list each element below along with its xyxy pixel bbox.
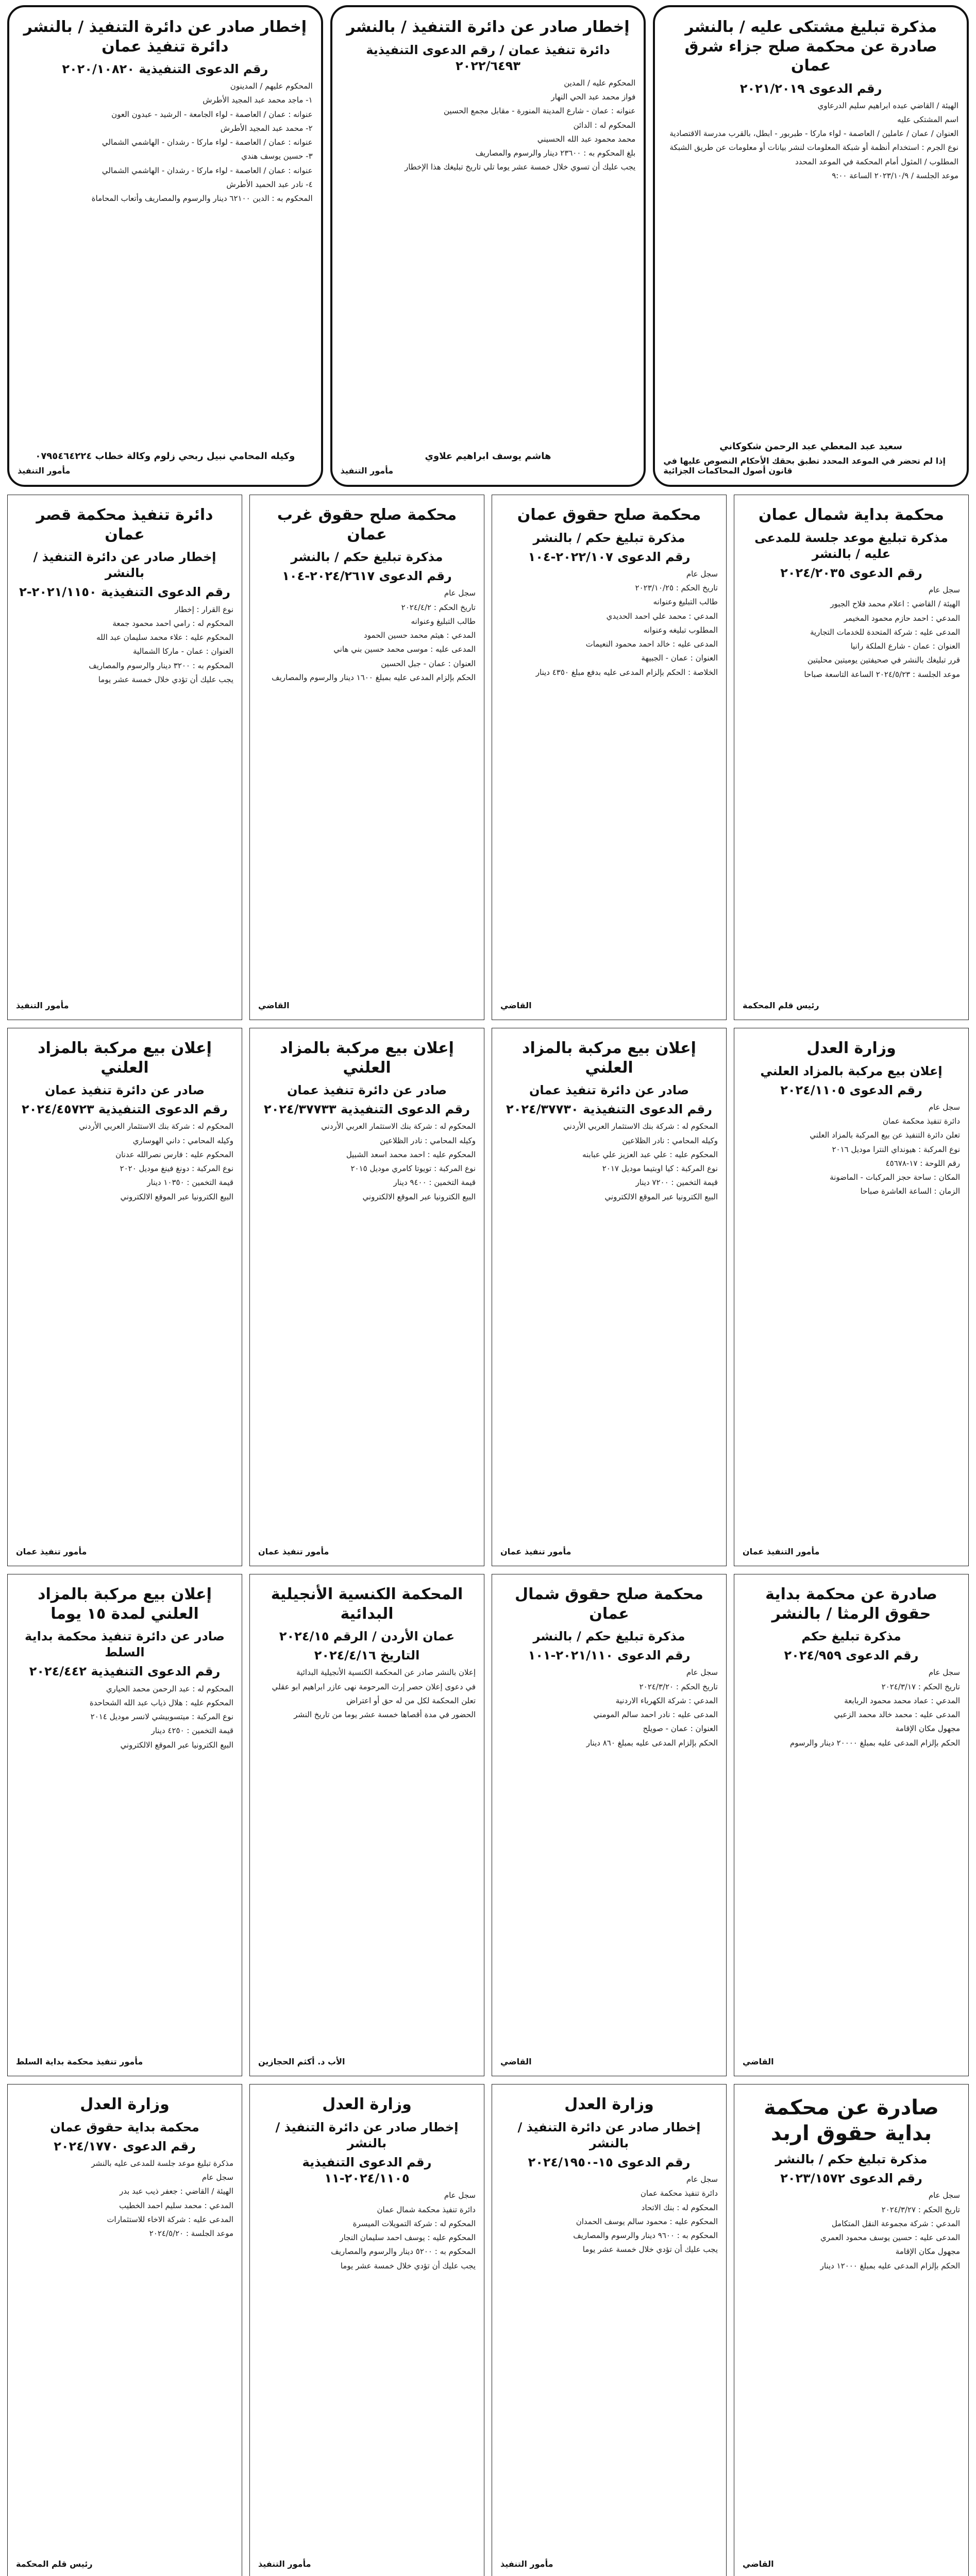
notices-row-5 xyxy=(7,2084,969,2576)
notice-line: فواز محمد عبد الحي النهار xyxy=(551,92,636,102)
notice-line: إعلان بالنشر صادر عن المحكمة الكنسية الأنجيلية البدائية xyxy=(296,1668,476,1677)
notice-title: محكمة صلح حقوق عمان xyxy=(517,506,701,524)
notice-subtitle: إخطار صادر عن دائرة التنفيذ / بالنشر xyxy=(275,2120,459,2150)
notice-line: موعد الجلسة : ٢٠٢٤/٥/٢٣ الساعة التاسعة صباحا xyxy=(804,669,960,679)
notice-line: يجب عليك أن تسوي خلال خمسة عشر يوما تلي تاريخ تبليغك هذا الإخطار xyxy=(404,162,636,172)
notice-line: المدعي : محمد سليم احمد الخطيب xyxy=(119,2200,233,2210)
notice-line: دائرة تنفيذ محكمة عمان xyxy=(640,2189,718,2198)
notice-footer: القاضي xyxy=(500,2057,532,2066)
notice-4-1 xyxy=(734,1574,969,2076)
notice-subtitle: صادر عن دائرة تنفيذ عمان xyxy=(44,1083,205,1097)
notice-case-number: رقم الدعوى ٢٠٢٣/١٥٧٢ xyxy=(780,2171,922,2186)
notice-line: الهيئة / القاضي : جعفر ذيب عبد بدر xyxy=(120,2187,233,2196)
notice-subtitle: إخطار صادر عن دائرة التنفيذ / بالنشر xyxy=(33,550,216,581)
notice-2-4 xyxy=(7,495,242,1020)
notice-case-number: رقم الدعوى ٢٠٢٤/٢٠٣٥ xyxy=(780,565,922,580)
notice-line: المحكوم له : شركة بنك الاستثمار العربي الأردني xyxy=(79,1122,233,1131)
notice-5-1 xyxy=(734,2084,969,2576)
notice-line: موعد الجلسة : ٢٠٢٤/٥/٢٠ xyxy=(149,2229,233,2239)
notice-line: نوع الجرم : استخدام أنظمة أو شبكة المعلومات لنشر بيانات أو معلومات عن طريق الشبكة xyxy=(669,143,958,152)
notice-line: المحكوم به : ٣٢٠٠ دينار والرسوم والمصاريف xyxy=(89,660,233,670)
notice-body xyxy=(16,2158,233,2555)
notice-title: مذكرة تبليغ مشتكى عليه / بالنشر صادرة عن محكمة صلح جزاء شرق عمان xyxy=(684,18,937,75)
notice-line: سجل عام xyxy=(928,1668,960,1677)
notice-line: المحكوم له : عبد الرحمن محمد الحياري xyxy=(106,1684,233,1693)
notice-line: قيمة التخمين : ٩٤٠٠ دينار xyxy=(393,1178,476,1188)
notice-line: الهيئة / القاضي : اعلام محمد فلاح الجبور xyxy=(830,599,960,609)
notice-body xyxy=(16,604,233,996)
notice-4-3 xyxy=(249,1574,484,2076)
notice-line: سجل عام xyxy=(201,2173,233,2182)
notice-line: قيمة التخمين : ١٠٣٥٠ دينار xyxy=(147,1178,233,1188)
notice-case-number: رقم الدعوى ٢٠٢١/١١٠-١٠١ xyxy=(528,1648,691,1663)
notice-4-4 xyxy=(7,1574,242,2076)
notice-line: عنوانه : عمان / العاصمة - لواء ماركا - رشدان - الهاشمي الشمالي xyxy=(102,138,313,147)
notice-line: المدعى عليه : موسى محمد حسين بني هاني xyxy=(333,645,476,654)
notice-subtitle: صادر عن دائرة تنفيذ عمان xyxy=(287,1083,447,1097)
notice-subtitle: إعلان بيع مركبة بالمزاد العلني xyxy=(760,1063,943,1078)
notice-line: ٢- محمد عبد المجيد الأطرش xyxy=(220,123,313,133)
notice-subtitle: محكمة بداية حقوق عمان xyxy=(50,2120,199,2134)
notice-line: المطلوب تبليغه وعنوانه xyxy=(643,625,718,635)
notice-5-4 xyxy=(7,2084,242,2576)
notice-line: العنوان / عمان / عاملين / العاصمة - لواء ماركا - طبربور - ابطل، بالقرب مدرسة الاقتصادية xyxy=(669,129,958,139)
notice-line: المدعى عليه : محمد خالد محمد الزعبي xyxy=(834,1710,960,1720)
notice-line: تاريخ الحكم : ٢٠٢٤/٣/٢٧ xyxy=(881,2205,960,2214)
notice-line: المحكوم له : رامي احمد محمود جمعة xyxy=(112,618,233,628)
notice-line: المدعى عليه : شركة الاخاء للاستثمارات xyxy=(107,2214,233,2224)
notice-line: الحكم بإلزام المدعى عليه بمبلغ ١٦٠٠ دينار والرسوم والمصاريف xyxy=(272,672,476,682)
notice-title: إعلان بيع مركبة بالمزاد العلني xyxy=(280,1039,454,1077)
notice-body xyxy=(258,1121,476,1543)
notice-body xyxy=(663,100,958,438)
notice-line: الهيئة / القاضي عبده ابراهيم سليم الدرعاوي xyxy=(817,100,958,110)
notice-body xyxy=(258,1667,476,2053)
notice-subtitle: مذكرة تبليغ حكم / بالنشر xyxy=(533,530,685,545)
notice-body xyxy=(500,2174,718,2555)
notice-line: وكيله المحامي : نادر الظلاعين xyxy=(622,1136,718,1145)
notice-line: الحكم بإلزام المدعى عليه بمبلغ ٨٦٠ دينار xyxy=(586,1738,718,1748)
notice-case-number: رقم الدعوى التنفيذية ٢٠٢٤/٣٧٧٣٣ xyxy=(264,1102,470,1117)
notice-line: سجل عام xyxy=(686,569,718,579)
notice-footer: مأمور التنفيذ عمان xyxy=(743,1547,820,1556)
notice-subtitle: إخطار صادر عن دائرة التنفيذ / بالنشر xyxy=(517,2120,701,2150)
notice-line: البيع الكترونيا عبر الموقع الالكتروني xyxy=(362,1192,476,1201)
notice-3-2 xyxy=(492,1028,727,1566)
notice-line: سجل عام xyxy=(686,2175,718,2184)
notice-line: موعد الجلسة / ٢٠٢٣/١٠/٩ الساعة ٩:٠٠ xyxy=(832,171,958,180)
notice-line: ٤- نادر عبد الحميد الأطرش xyxy=(226,179,313,189)
notice-line: يجب عليك أن تؤدي خلال خمسة عشر يوما xyxy=(582,2245,718,2255)
notice-body xyxy=(743,1667,960,2053)
notice-line: المدعى عليه : نادر احمد سالم المومني xyxy=(593,1710,718,1720)
notice-line: المدعى عليه : شركة المتحدة للخدمات التجارية xyxy=(810,627,960,637)
notice-line: مذكرة تبليغ موعد جلسة للمدعى عليه بالنشر xyxy=(91,2158,233,2168)
notice-line: تاريخ الحكم : ٢٠٢٤/٤/٢ xyxy=(401,602,476,612)
notice-line: المكان : ساحة حجز المركبات - الماضونة xyxy=(830,1173,960,1182)
notice-3-1 xyxy=(734,1028,969,1566)
notice-line: المدعي : عماد محمد محمود الربابعة xyxy=(844,1696,960,1705)
notice-1-1 xyxy=(653,5,969,487)
notice-line: تاريخ الحكم : ٢٠٢٣/١٠/٢٥ xyxy=(635,583,718,593)
notice-line: سجل عام xyxy=(928,1102,960,1112)
notice-subtitle: مذكرة تبليغ حكم xyxy=(801,1629,901,1643)
notice-line: عنوانه : عمان / العاصمة - لواء الجامعة - الرشيد - عبدون العون xyxy=(111,109,313,119)
notice-title: إعلان بيع مركبة بالمزاد العلني xyxy=(522,1039,696,1077)
notice-line: المحكوم عليه : احمد محمد اسعد الشبيل xyxy=(346,1149,476,1159)
notice-line: الحضور في مدة أقصاها خمسة عشر يوما من تاريخ النشر xyxy=(294,1710,476,1720)
notice-signature: هاشم يوسف ابراهيم علاوي xyxy=(425,451,551,462)
notice-line: العنوان : عمان - الجبيهة xyxy=(641,653,718,663)
notice-footer: مأمور تنفيذ محكمة بداية السلط xyxy=(16,2057,143,2066)
notice-line: قيمة التخمين : ٧٢٠٠ دينار xyxy=(635,1178,718,1188)
notice-line: نوع المركبة : دونغ فينغ موديل ٢٠٢٠ xyxy=(120,1164,233,1174)
notice-line: تعلن المحكمة لكل من له حق أو اعتراض xyxy=(346,1696,476,1705)
notice-case-number: رقم الدعوى ١٥-٢٠٢٤/١٩٥٠ xyxy=(528,2155,691,2170)
notice-line: المطلوب / المثول أمام المحكمة في الموعد المحدد xyxy=(795,157,958,166)
notice-body xyxy=(743,584,960,996)
notice-line: سجل عام xyxy=(444,588,476,598)
notice-line: المحكوم عليهم / المدينون xyxy=(230,81,313,91)
notice-line: قرر تبليغك بالنشر في صحيفتين يوميتين محليتين xyxy=(807,655,960,665)
notice-line: نوع المركبة : تويوتا كامري موديل ٢٠١٥ xyxy=(350,1164,476,1174)
notice-line: المحكوم له : شركة بنك الاستثمار العربي الأردني xyxy=(563,1122,718,1131)
notice-title: المحكمة الكنسية الأنجيلية البدائية xyxy=(271,1585,463,1623)
notice-body xyxy=(500,1667,718,2053)
notice-2-2 xyxy=(492,495,727,1020)
notice-title: وزارة العدل xyxy=(80,2095,170,2113)
notice-line: المحكوم به : ٥٢٠٠ دينار والرسوم والمصاريف xyxy=(331,2247,476,2257)
notice-line: العنوان : عمان - ماركا الشمالية xyxy=(132,647,233,656)
notice-title: وزارة العدل xyxy=(322,2095,412,2113)
notice-footer: مأمور تنفيذ عمان xyxy=(258,1547,329,1556)
notice-subtitle: عمان الأردن / الرقم ٢٠٢٤/١٥ xyxy=(279,1629,455,1643)
notice-footer: القاضي xyxy=(743,2057,774,2066)
notice-line: المحكوم له : بنك الاتحاد xyxy=(641,2202,718,2212)
notice-line: المدعي : شركة الكهرباء الاردنية xyxy=(615,1696,718,1705)
notice-body xyxy=(16,1121,233,1543)
notice-footer: مأمور التنفيذ xyxy=(17,466,71,476)
notice-body xyxy=(258,2190,476,2555)
notice-2-3 xyxy=(249,495,484,1020)
notice-subtitle: مذكرة تبليغ حكم / بالنشر xyxy=(291,550,443,564)
notice-line: المحكوم له : شركة بنك الاستثمار العربي الأردني xyxy=(321,1122,476,1131)
notice-3-3 xyxy=(249,1028,484,1566)
notice-line: الحكم بإلزام المدعى عليه بمبلغ ١٢٠٠٠ دينار xyxy=(820,2261,960,2270)
notice-line: المدعي : هيثم محمد حسين الحمود xyxy=(364,631,476,640)
notice-footer: القاضي xyxy=(743,2559,774,2569)
notice-line: المحكوم له : الدائن xyxy=(573,120,636,130)
notice-footer: القاضي xyxy=(258,1001,290,1010)
notice-signature: وكيله المحامي نبيل ربحي زلوم وكالة خطاب ٠٧٩٥٤٦٤٢٢٤ xyxy=(35,451,295,462)
notice-line: نوع المركبة : هيونداي النترا موديل ٢٠١٦ xyxy=(832,1144,960,1154)
notice-line: عنوانه : عمان - شارع المدينة المنورة - مقابل مجمع الحسين xyxy=(443,106,636,116)
notice-title: إعلان بيع مركبة بالمزاد العلني لمدة ١٥ يوما xyxy=(38,1585,212,1623)
notice-line: سجل عام xyxy=(686,1668,718,1677)
notice-body xyxy=(258,587,476,996)
notice-line: المحكوم له : شركة التمويلات الميسرة xyxy=(352,2218,476,2228)
notice-line: نوع القرار : إخطار xyxy=(175,604,233,614)
notice-subtitle: مذكرة تبليغ حكم / بالنشر xyxy=(533,1629,685,1643)
notices-row-2 xyxy=(7,495,969,1020)
notice-1-2 xyxy=(330,5,646,487)
notice-line: المحكوم عليه : فارس نصرالله عدنان xyxy=(115,1149,233,1159)
notice-body xyxy=(743,1101,960,1543)
notice-line: المدعي : محمد علي احمد الحديدي xyxy=(606,611,718,621)
notice-footer: إذا لم تحضر في الموعد المحدد تطبق بحقك الأحكام النصوص عليها في قانون أصول المحاكمات الجزائية xyxy=(663,456,946,476)
notice-line: سجل عام xyxy=(928,2191,960,2200)
notice-line: مجهول مكان الإقامة xyxy=(895,1724,960,1734)
notice-line: سجل عام xyxy=(444,2191,476,2200)
notices-row-1 xyxy=(7,5,969,487)
notice-line: رقم اللوحة : ١٧-٤٥٦٧٨ xyxy=(885,1158,960,1168)
notice-footer: مأمور التنفيذ xyxy=(16,1001,69,1010)
notice-line: الزمان : الساعة العاشرة صباحا xyxy=(860,1187,960,1196)
notice-line: الخلاصة : الحكم بإلزام المدعى عليه بدفع مبلغ ٤٣٥٠ دينار xyxy=(535,667,718,677)
notice-line: ١- ماجد محمد عبد المجيد الأطرش xyxy=(203,95,313,105)
notice-footer: الأب د. أكثم الحجازين xyxy=(258,2057,345,2066)
notice-subtitle: مذكرة تبليغ موعد جلسة للمدعى عليه / بالنشر xyxy=(754,530,948,561)
notice-body xyxy=(500,1121,718,1543)
notice-line: المدعى عليه : حسين يوسف محمود العمري xyxy=(820,2233,960,2243)
notice-subtitle: دائرة تنفيذ عمان / رقم الدعوى التنفيذية ٢٠٢٢/٦٤٩٣ xyxy=(366,42,610,73)
notice-subtitle: رقم الدعوى التنفيذية ٢٠٢٠/١٠٨٢٠ xyxy=(62,62,268,76)
notice-body xyxy=(341,77,636,448)
notice-title: محكمة صلح حقوق شمال عمان xyxy=(515,1585,703,1623)
notice-line: تعلن دائرة التنفيذ عن بيع المركبة بالمزاد العلني xyxy=(810,1130,960,1140)
notice-line: المدعي : شركة مجموعة النقل المتكامل xyxy=(831,2218,960,2228)
notice-title: إعلان بيع مركبة بالمزاد العلني xyxy=(38,1039,212,1077)
notice-4-2 xyxy=(492,1574,727,2076)
notice-title: دائرة تنفيذ محكمة قصر عمان xyxy=(36,506,213,544)
notice-footer: القاضي xyxy=(500,1001,532,1010)
notice-footer: مأمور تنفيذ عمان xyxy=(500,1547,571,1556)
notice-line: المحكوم عليه / المدين xyxy=(564,78,636,88)
notice-title: إخطار صادر عن دائرة التنفيذ / بالنشر xyxy=(346,18,630,36)
notice-title: محكمة صلح حقوق غرب عمان xyxy=(277,506,457,544)
notice-line: نوع المركبة : ميتسوبيشي لانسر موديل ٢٠١٤ xyxy=(90,1712,233,1722)
notices-row-3 xyxy=(7,1028,969,1566)
notice-line: طالب التبليغ وعنوانه xyxy=(411,616,476,626)
notice-line: نوع المركبة : كيا اوبتيما موديل ٢٠١٧ xyxy=(602,1164,718,1174)
notice-5-2 xyxy=(492,2084,727,2576)
notice-line: العنوان : عمان - جبل الحسين xyxy=(381,658,476,668)
notice-title: وزارة العدل xyxy=(564,2095,654,2113)
notice-line: المحكوم عليه : هلال ذياب عبد الله الشحاحدة xyxy=(89,1698,233,1707)
notice-line: المحكوم به : ٩٦٠٠ دينار والرسوم والمصاريف xyxy=(573,2231,718,2241)
notice-line: اسم المشتكى عليه xyxy=(897,114,958,124)
notice-line: تاريخ الحكم : ٢٠٢٤/٣/١٧ xyxy=(881,1682,960,1691)
notice-footer: رئيس قلم المحكمة xyxy=(16,2559,93,2569)
notice-subtitle: رقم الدعوى ٢٠٢١/٢٠١٩ xyxy=(739,81,882,96)
notice-line: المدعي : احمد حازم محمود المخيمر xyxy=(844,613,960,623)
notice-line: المحكوم عليه : علاء محمد سليمان عبد الله xyxy=(96,633,233,642)
notice-subtitle: صادر عن دائرة تنفيذ عمان xyxy=(529,1083,689,1097)
notice-line: الحكم بإلزام المدعى عليه بمبلغ ٢٠٠٠٠ دينار والرسوم xyxy=(789,1738,960,1748)
notice-line: المحكوم عليه : علي عبد العزيز علي عبابنه xyxy=(582,1149,718,1159)
notice-line: يجب عليك أن تؤدي خلال خمسة عشر يوما xyxy=(98,674,233,684)
notice-line: مجهول مكان الإقامة xyxy=(895,2247,960,2257)
notice-line: المدعى عليه : خالد احمد محمود النعيمات xyxy=(585,639,718,649)
notice-line: وكيله المحامي : نادر الظلاعين xyxy=(380,1136,476,1145)
notice-title: محكمة بداية شمال عمان xyxy=(759,506,944,524)
notice-body xyxy=(500,568,718,996)
notice-body xyxy=(18,80,313,448)
notice-line: سجل عام xyxy=(928,585,960,595)
notice-line: وكيله المحامي : داني الهوساري xyxy=(132,1136,233,1145)
notice-case-number: رقم الدعوى التنفيذية ٢٠٢٤/٣٧٧٣٠ xyxy=(506,1102,712,1117)
notice-line: دائرة تنفيذ محكمة شمال عمان xyxy=(377,2205,476,2214)
notice-title: صادرة عن محكمة بداية حقوق اربد xyxy=(764,2096,939,2145)
notice-case-number: رقم الدعوى ٢٠٢٤/١١٠٥ xyxy=(780,1082,922,1097)
notice-line: بلغ المحكوم به : ٢٣٦٠٠ دينار والرسوم والمصاريف xyxy=(475,148,636,158)
notice-subtitle: مذكرة تبليغ حكم / بالنشر xyxy=(775,2152,928,2166)
notice-case-number: رقم الدعوى التنفيذية ٢٠٢١/١١٥٠-٢ xyxy=(19,585,230,600)
notice-line: المحكوم عليه : يوسف احمد سليمان النجار xyxy=(340,2233,476,2242)
notice-footer: مأمور التنفيذ xyxy=(340,466,394,476)
notice-case-number: رقم الدعوى ٢٠٢٤/٩٥٩ xyxy=(784,1648,919,1663)
notice-footer: مأمور التنفيذ xyxy=(500,2559,553,2569)
notices-row-4 xyxy=(7,1574,969,2076)
notice-case-number: التاريخ ٢٠٢٤/٤/١٦ xyxy=(314,1648,420,1663)
notice-line: المحكوم عليه : محمود سالم يوسف الحمدان xyxy=(576,2216,718,2226)
notice-line: قيمة التخمين : ٤٢٥٠ دينار xyxy=(151,1726,233,1736)
notice-line: ٣- حسين يوسف هندي xyxy=(241,151,313,161)
notice-line: يجب عليك أن تؤدي خلال خمسة عشر يوما xyxy=(340,2261,476,2270)
notice-line: البيع الكترونيا عبر الموقع الالكتروني xyxy=(604,1192,718,1201)
notice-case-number: رقم الدعوى التنفيذية ٢٠٢٤/٤٥٧٢٣ xyxy=(22,1102,228,1117)
notice-footer: مأمور التنفيذ xyxy=(258,2559,311,2569)
notice-title: صادرة عن محكمة بداية حقوق الرمثا / بالنشر xyxy=(765,1585,937,1623)
notice-line: عنوانه : عمان / العاصمة - لواء ماركا - رشدان - الهاشمي الشمالي xyxy=(102,165,313,175)
notice-body xyxy=(743,2190,960,2555)
notice-signature: سعيد عبد المعطي عبد الرحمن شكوكاني xyxy=(719,441,903,452)
notice-line: المحكوم به : الدين ٦٢١٠٠ دينار والرسوم والمصاريف وأتعاب المحاماة xyxy=(91,194,313,204)
notice-line: محمد محمود عبد الله الحسيني xyxy=(537,134,636,144)
notice-line: العنوان : عمان - شارع الملكة رانيا xyxy=(850,641,960,651)
notice-5-3 xyxy=(249,2084,484,2576)
notice-line: العنوان : عمان - صويلح xyxy=(643,1724,718,1734)
notice-line: البيع الكترونيا عبر الموقع الالكتروني xyxy=(120,1192,233,1201)
notice-line: دائرة تنفيذ محكمة عمان xyxy=(882,1116,960,1126)
notice-title: وزارة العدل xyxy=(806,1039,896,1057)
notice-footer: رئيس قلم المحكمة xyxy=(743,1001,819,1010)
notice-case-number: رقم الدعوى ٢٠٢٤/١٧٧٠ xyxy=(54,2139,196,2154)
notice-line: البيع الكترونيا عبر الموقع الالكتروني xyxy=(120,1740,233,1750)
notice-line: في دعوى إعلان حصر إرث المرحومة نهى عازر ابراهيم ابو عقلي xyxy=(272,1682,476,1691)
notice-title: إخطار صادر عن دائرة التنفيذ / بالنشر دائرة تنفيذ عمان xyxy=(23,18,307,56)
notice-case-number: رقم الدعوى التنفيذية ٢٠٢٤/٤٤٢ xyxy=(29,1664,221,1679)
notice-1-3 xyxy=(7,5,323,487)
notice-case-number: رقم الدعوى التنفيذية ٢٠٢٤/١١٠٥-١١ xyxy=(302,2155,432,2186)
notice-subtitle: صادر عن دائرة تنفيذ محكمة بداية السلط xyxy=(25,1629,225,1660)
notice-case-number: رقم الدعوى ٢٠٢٢/١٠٧-١٠٤ xyxy=(528,549,691,564)
notice-line: تاريخ الحكم : ٢٠٢٤/٣/٢٠ xyxy=(639,1682,718,1691)
notice-3-4 xyxy=(7,1028,242,1566)
notice-footer: مأمور تنفيذ عمان xyxy=(16,1547,87,1556)
notice-2-1 xyxy=(734,495,969,1020)
notice-body xyxy=(16,1683,233,2053)
notice-line: طالب التبليغ وعنوانه xyxy=(653,597,718,607)
notice-case-number: رقم الدعوى ٢٠٢٤/٢٦١٧-١٠٤ xyxy=(282,569,452,584)
